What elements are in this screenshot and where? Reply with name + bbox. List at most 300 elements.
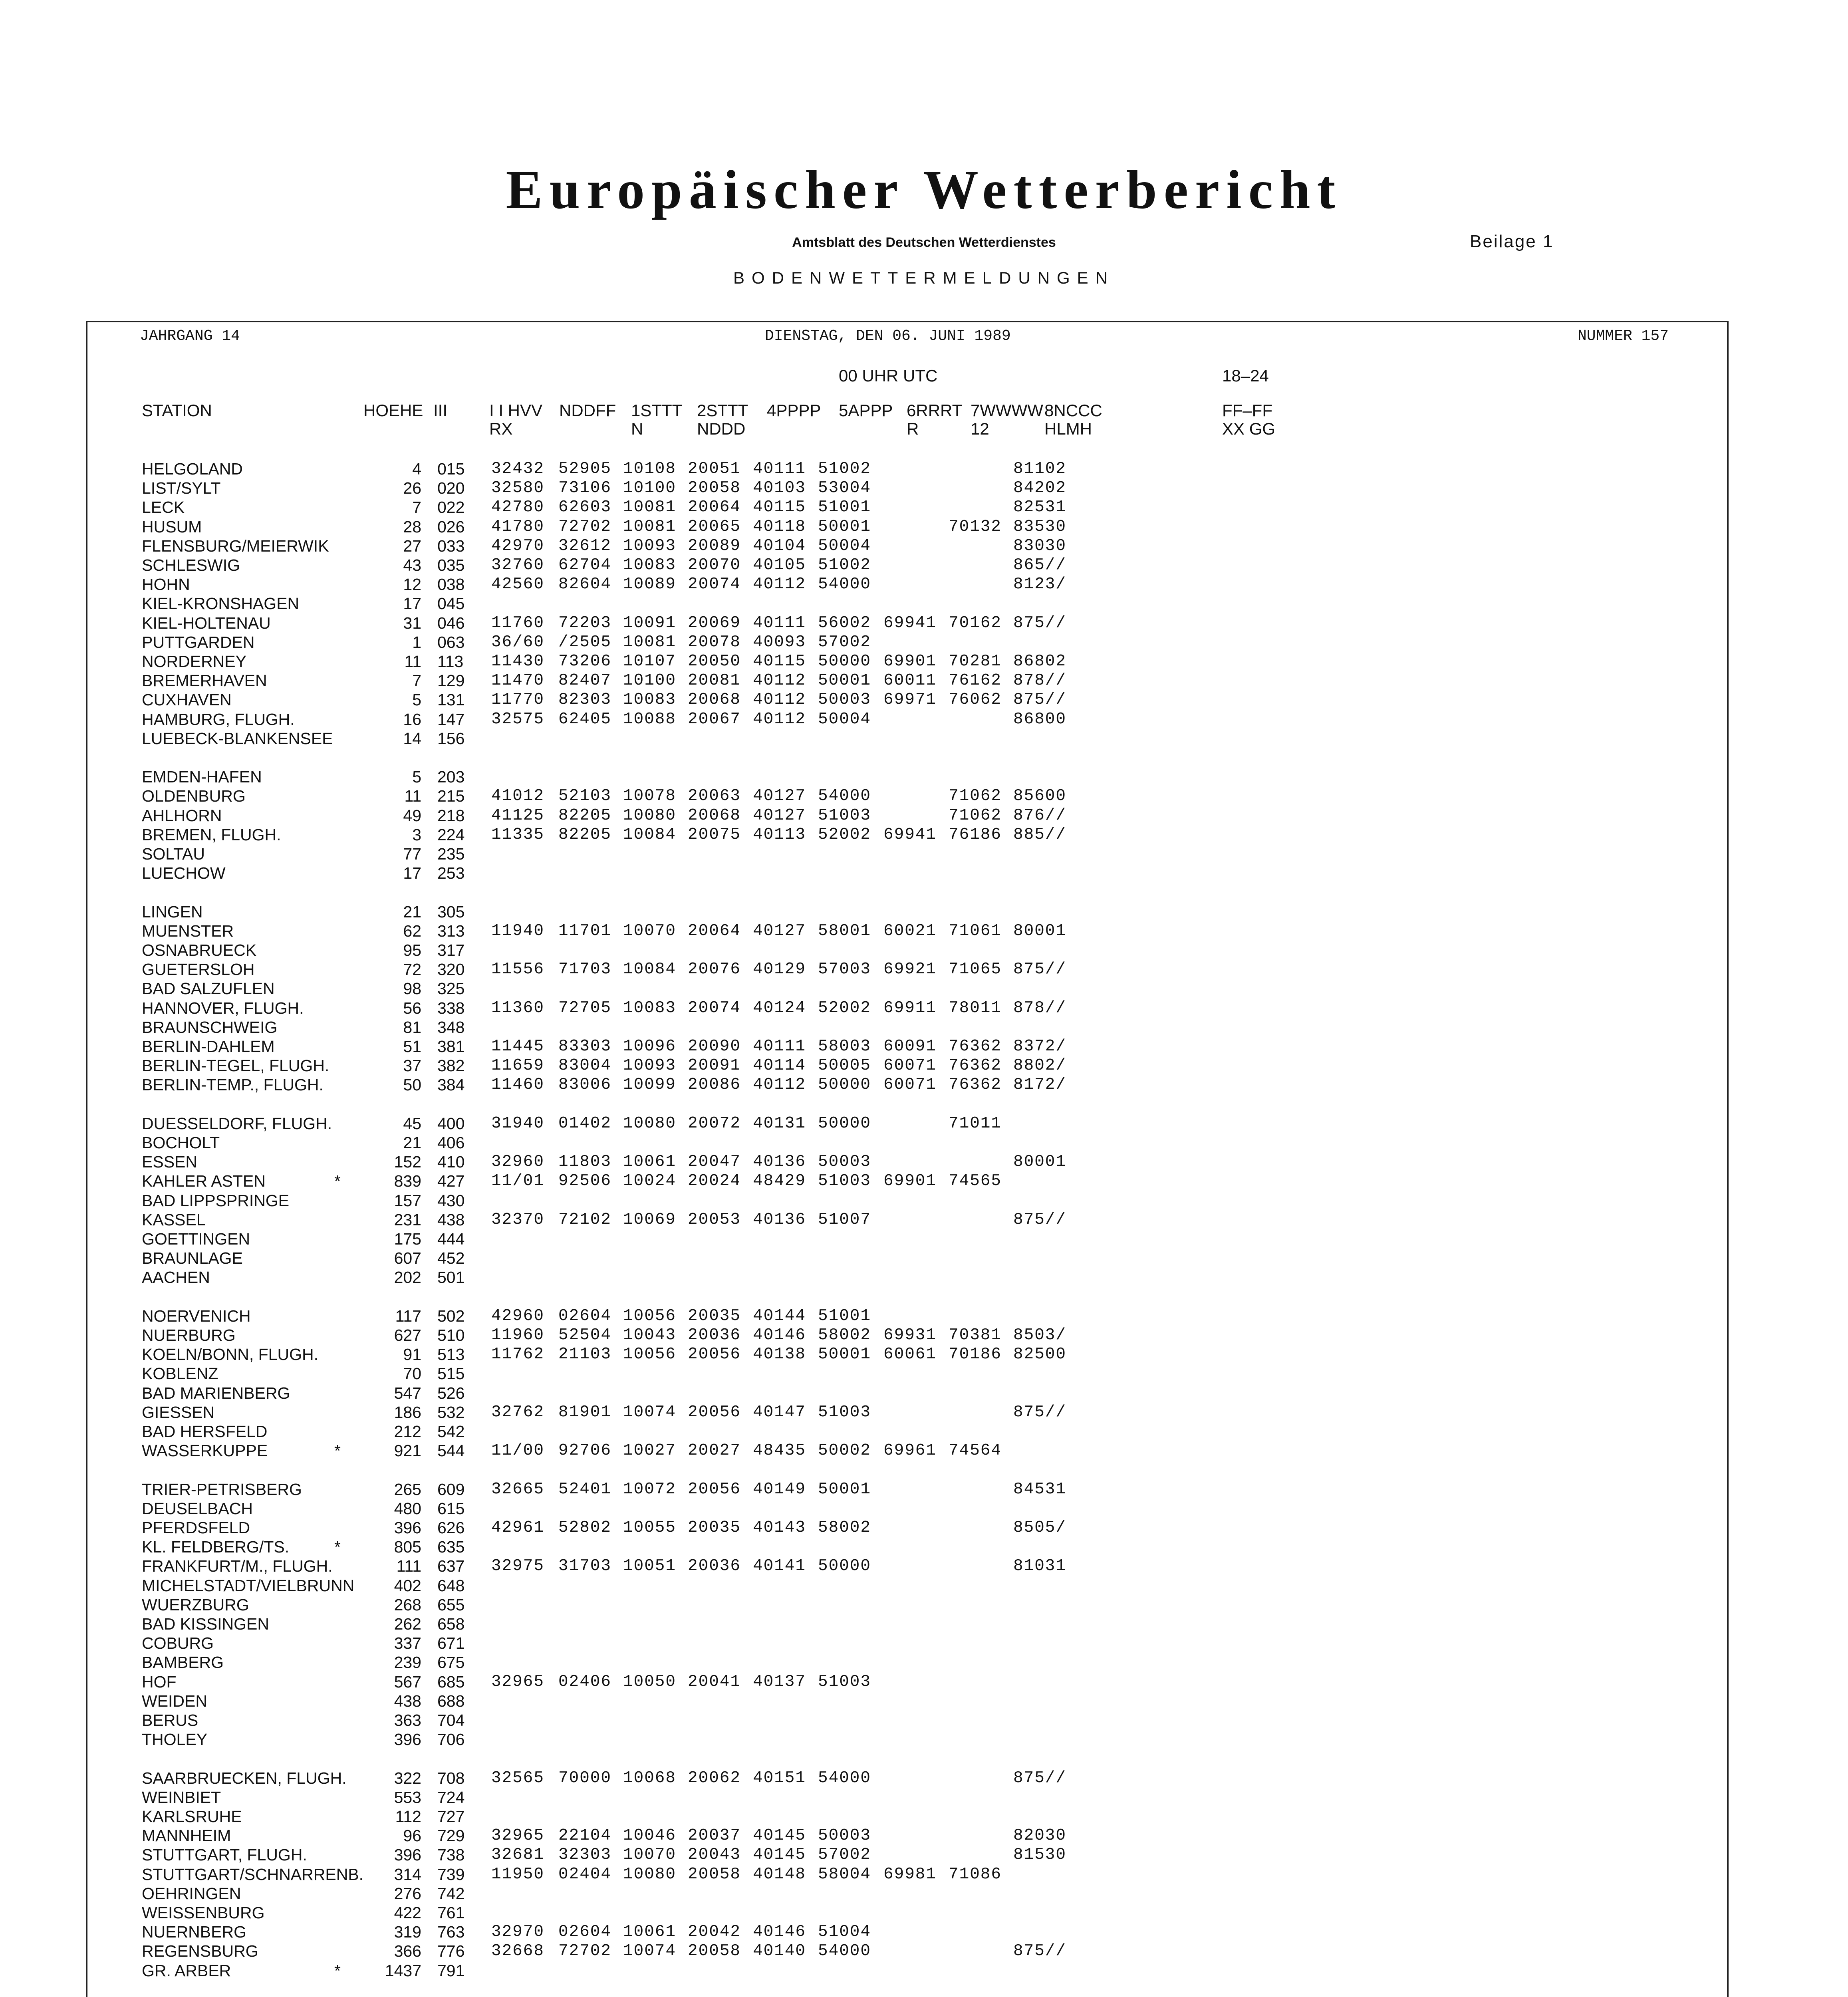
synop-group: 81102 [1013, 460, 1067, 478]
station-index: 320 [437, 960, 465, 979]
station-index: 317 [437, 941, 465, 959]
synop-group: 875// [1013, 614, 1067, 632]
synop-group: 60091 [883, 1037, 937, 1056]
station-height: 402 [394, 1576, 421, 1595]
station-name: BAD HERSFELD [142, 1422, 268, 1441]
station-height: 117 [395, 1307, 421, 1325]
synop-group: 40137 [753, 1673, 806, 1691]
station-name: MICHELSTADT/VIELBRUNN [142, 1576, 355, 1595]
synop-group: 69931 [883, 1326, 937, 1344]
station-height: 262 [394, 1615, 421, 1633]
synop-group: 31703 [558, 1557, 612, 1575]
synop-group: 865// [1013, 556, 1067, 574]
station-height: 51 [403, 1037, 421, 1056]
station-index: 253 [437, 864, 465, 882]
station-height: 7 [412, 498, 421, 516]
synop-group: 32575 [491, 710, 545, 729]
synop-group: 42961 [491, 1519, 545, 1537]
station-index: 706 [437, 1730, 465, 1749]
synop-group: 52905 [558, 460, 612, 478]
station-height: 37 [403, 1056, 421, 1075]
station-index: 235 [437, 845, 465, 863]
station-height: 152 [394, 1153, 421, 1171]
station-index: 381 [437, 1037, 465, 1056]
station-height: 111 [396, 1557, 421, 1575]
synop-group: 50003 [818, 691, 871, 709]
station-name: CUXHAVEN [142, 691, 232, 709]
station-height: 337 [394, 1634, 421, 1652]
synop-group: 10051 [623, 1557, 677, 1575]
synop-group: 42560 [491, 575, 545, 594]
synop-group: 50004 [818, 537, 871, 555]
synop-group: 20062 [688, 1769, 741, 1787]
station-height: 480 [394, 1499, 421, 1518]
synop-group: 20024 [688, 1172, 741, 1190]
station-index: 635 [437, 1538, 465, 1556]
synop-group: 10055 [623, 1519, 677, 1537]
station-index: 452 [437, 1249, 465, 1267]
station-name: STUTTGART/SCHNARRENB. [142, 1865, 364, 1884]
synop-group: 40143 [753, 1519, 806, 1537]
synop-group: 48429 [753, 1172, 806, 1190]
station-height: 17 [403, 594, 421, 613]
synop-group: 32681 [491, 1846, 545, 1864]
synop-group: 40093 [753, 633, 806, 651]
synop-group: 84202 [1013, 479, 1067, 497]
station-index: 113 [437, 652, 464, 671]
station-index: 738 [437, 1846, 465, 1864]
synop-group: 76362 [949, 1056, 1002, 1075]
synop-group: 20051 [688, 460, 741, 478]
synop-group: 32612 [558, 537, 612, 555]
synop-group: 11803 [558, 1153, 612, 1171]
station-height: 157 [394, 1191, 421, 1210]
synop-group: 52002 [818, 826, 871, 844]
synop-group: 32975 [491, 1557, 545, 1575]
synop-group: 42780 [491, 498, 545, 516]
synop-group: 10080 [623, 1865, 677, 1884]
synop-group: 85600 [1013, 787, 1067, 805]
station-name: HELGOLAND [142, 460, 243, 478]
synop-group: 10068 [623, 1769, 677, 1787]
synop-group: 52103 [558, 787, 612, 805]
synop-group: 81901 [558, 1403, 612, 1421]
synop-group: 42970 [491, 537, 545, 555]
synop-group: 02604 [558, 1307, 612, 1325]
synop-group: 69901 [883, 1172, 937, 1190]
synop-group: 20056 [688, 1480, 741, 1499]
synop-group: 20050 [688, 652, 741, 671]
station-height: 43 [403, 556, 421, 574]
synop-group: 69921 [883, 960, 937, 979]
synop-group: 56002 [818, 614, 871, 632]
synop-group: 11360 [491, 999, 545, 1017]
synop-group: 82205 [558, 806, 612, 825]
column-header-c2: NDDFF [559, 401, 616, 420]
station-name: SAARBRUECKEN, FLUGH. [142, 1769, 347, 1787]
station-index: 675 [437, 1653, 465, 1671]
uhrzeit: 00 UHR UTC [839, 366, 938, 385]
synop-group: 8802/ [1013, 1056, 1067, 1075]
station-index: 615 [437, 1499, 465, 1518]
station-index: 338 [437, 999, 465, 1017]
synop-group: 71086 [949, 1865, 1002, 1884]
synop-group: 52401 [558, 1480, 612, 1499]
synop-group: 51002 [818, 556, 871, 574]
synop-group: 51003 [818, 1673, 871, 1691]
station-name: BERLIN-TEMP., FLUGH. [142, 1076, 324, 1094]
station-name: BREMERHAVEN [142, 671, 267, 690]
synop-group: 40111 [753, 1037, 806, 1056]
synop-group: 40148 [753, 1865, 806, 1884]
synop-group: 82205 [558, 826, 612, 844]
synop-group: 10099 [623, 1076, 677, 1094]
column-header-c6: 5APPP [839, 401, 893, 420]
synop-group: 20056 [688, 1403, 741, 1421]
station-name: FRANKFURT/M., FLUGH. [142, 1557, 333, 1575]
synop-group: 81031 [1013, 1557, 1067, 1575]
station-name: OSNABRUECK [142, 941, 257, 959]
station-name: HOF [142, 1673, 177, 1691]
station-height: 56 [403, 999, 421, 1017]
synop-group: 52504 [558, 1326, 612, 1344]
synop-group: 20058 [688, 1942, 741, 1960]
synop-group: 10024 [623, 1172, 677, 1190]
station-name: PUTTGARDEN [142, 633, 255, 651]
synop-group: 10093 [623, 537, 677, 555]
station-name: COBURG [142, 1634, 214, 1652]
synop-group: 40136 [753, 1211, 806, 1229]
station-height: 627 [394, 1326, 421, 1344]
station-name: HANNOVER, FLUGH. [142, 999, 304, 1017]
station-height: 17 [403, 864, 421, 882]
synop-group: 62603 [558, 498, 612, 516]
synop-group: 10100 [623, 479, 677, 497]
station-index: 501 [437, 1268, 465, 1286]
station-name: NORDERNEY [142, 652, 246, 671]
synop-group: 20056 [688, 1345, 741, 1364]
station-name: GUETERSLOH [142, 960, 255, 979]
station-index: 729 [437, 1826, 465, 1845]
mountain-station-mark: * [334, 1961, 341, 1980]
synop-group: 50000 [818, 1076, 871, 1094]
synop-group: 10074 [623, 1942, 677, 1960]
station-index: 400 [437, 1114, 465, 1133]
station-index: 215 [437, 787, 465, 805]
synop-group: 11335 [491, 826, 545, 844]
station-height: 276 [394, 1884, 421, 1903]
synop-group: 20086 [688, 1076, 741, 1094]
station-index: 776 [437, 1942, 465, 1960]
station-index: 609 [437, 1480, 465, 1499]
station-name: WEINBIET [142, 1788, 221, 1806]
station-height: 202 [394, 1268, 421, 1286]
synop-group: 20036 [688, 1557, 741, 1575]
synop-group: 76186 [949, 826, 1002, 844]
synop-group: 51004 [818, 1923, 871, 1941]
synop-group: /2505 [558, 633, 612, 651]
synop-group: 20035 [688, 1307, 741, 1325]
station-name: SCHLESWIG [142, 556, 240, 574]
synop-group: 8123/ [1013, 575, 1067, 594]
synop-group: 875// [1013, 1942, 1067, 1960]
column-header-c5: 4PPPP [767, 401, 821, 420]
synop-group: 40147 [753, 1403, 806, 1421]
synop-group: 51003 [818, 806, 871, 825]
synop-group: 22104 [558, 1826, 612, 1845]
synop-group: 40151 [753, 1769, 806, 1787]
station-name: TRIER-PETRISBERG [142, 1480, 302, 1499]
station-height: 422 [394, 1904, 421, 1922]
report-frame [86, 321, 1729, 1997]
synop-group: 71703 [558, 960, 612, 979]
subtitle: Amtsblatt des Deutschen Wetterdienstes [792, 235, 1056, 250]
synop-group: 57002 [818, 1846, 871, 1864]
synop-group: 10083 [623, 999, 677, 1017]
station-name: OEHRINGEN [142, 1884, 241, 1903]
station-index: 129 [437, 671, 465, 690]
station-height: 363 [394, 1711, 421, 1729]
station-height: 567 [394, 1673, 421, 1691]
station-index: 763 [437, 1923, 465, 1941]
synop-group: 40112 [753, 671, 806, 690]
synop-group: 69911 [883, 999, 937, 1017]
synop-group: 40127 [753, 787, 806, 805]
synop-group: 60071 [883, 1056, 937, 1075]
synop-group: 80001 [1013, 1153, 1067, 1171]
synop-group: 52802 [558, 1519, 612, 1537]
synop-group: 10088 [623, 710, 677, 729]
station-name: NOERVENICH [142, 1307, 251, 1325]
station-index: 515 [437, 1364, 465, 1383]
synop-group: 48435 [753, 1441, 806, 1460]
synop-group: 20064 [688, 922, 741, 940]
page-title: Europäischer Wetterbericht [506, 159, 1342, 220]
synop-group: 02604 [558, 1923, 612, 1941]
synop-group: 40145 [753, 1846, 806, 1864]
station-index: 382 [437, 1056, 465, 1075]
synop-group: 878// [1013, 671, 1067, 690]
station-index: 063 [437, 633, 465, 651]
station-index: 203 [437, 768, 465, 786]
station-index: 410 [437, 1153, 465, 1171]
station-name: AACHEN [142, 1268, 210, 1286]
synop-group: 71062 [949, 787, 1002, 805]
synop-group: 40113 [753, 826, 806, 844]
station-name: DUESSELDORF, FLUGH. [142, 1114, 332, 1133]
station-height: 805 [394, 1538, 421, 1556]
station-name: KAHLER ASTEN [142, 1172, 266, 1190]
station-index: 724 [437, 1788, 465, 1806]
synop-group: 10100 [623, 671, 677, 690]
station-index: 510 [437, 1326, 465, 1344]
station-height: 50 [403, 1076, 421, 1094]
synop-group: 02404 [558, 1865, 612, 1884]
column-header-c1: I I HVV RX [489, 401, 543, 438]
synop-group: 8505/ [1013, 1519, 1067, 1537]
station-height: 11 [404, 652, 421, 671]
synop-group: 50005 [818, 1056, 871, 1075]
synop-group: 10050 [623, 1673, 677, 1691]
synop-group: 70381 [949, 1326, 1002, 1344]
synop-group: 50003 [818, 1826, 871, 1845]
synop-group: 40103 [753, 479, 806, 497]
synop-group: 875// [1013, 960, 1067, 979]
station-name: KIEL-HOLTENAU [142, 614, 271, 632]
station-name: KOELN/BONN, FLUGH. [142, 1345, 318, 1364]
synop-group: 62704 [558, 556, 612, 574]
synop-group: 10107 [623, 652, 677, 671]
station-height: 438 [394, 1692, 421, 1710]
column-header-station: STATION [142, 401, 212, 420]
synop-group: 32303 [558, 1846, 612, 1864]
mountain-station-mark: * [334, 1538, 341, 1556]
synop-group: 40115 [753, 652, 806, 671]
synop-group: 69971 [883, 691, 937, 709]
station-height: 175 [394, 1230, 421, 1248]
station-name: THOLEY [142, 1730, 208, 1749]
synop-group: 20091 [688, 1056, 741, 1075]
synop-group: 81530 [1013, 1846, 1067, 1864]
synop-group: 51002 [818, 460, 871, 478]
synop-group: 11659 [491, 1056, 545, 1075]
station-index: 708 [437, 1769, 465, 1787]
station-name: BAD LIPPSPRINGE [142, 1191, 290, 1210]
synop-group: 72203 [558, 614, 612, 632]
synop-group: 875// [1013, 1211, 1067, 1229]
synop-group: 11770 [491, 691, 545, 709]
station-name: WUERZBURG [142, 1596, 249, 1614]
station-name: GIESSEN [142, 1403, 215, 1421]
station-index: 688 [437, 1692, 465, 1710]
synop-group: 32665 [491, 1480, 545, 1499]
synop-group: 20072 [688, 1114, 741, 1133]
synop-group: 10046 [623, 1826, 677, 1845]
station-name: MUENSTER [142, 922, 234, 940]
synop-group: 83030 [1013, 537, 1067, 555]
synop-group: 10080 [623, 806, 677, 825]
station-height: 27 [403, 537, 421, 555]
column-header-iii: III [433, 401, 448, 420]
synop-group: 11445 [491, 1037, 545, 1056]
synop-group: 54000 [818, 787, 871, 805]
synop-group: 876// [1013, 806, 1067, 825]
station-index: 038 [437, 575, 465, 594]
synop-group: 10080 [623, 1114, 677, 1133]
synop-group: 11430 [491, 652, 545, 671]
synop-group: 10070 [623, 922, 677, 940]
synop-group: 20069 [688, 614, 741, 632]
synop-group: 40140 [753, 1942, 806, 1960]
synop-group: 32965 [491, 1826, 545, 1845]
synop-group: 40146 [753, 1326, 806, 1344]
column-header-c10: FF–FF XX GG [1222, 401, 1276, 438]
station-index: 438 [437, 1211, 465, 1229]
station-name: LIST/SYLT [142, 479, 221, 497]
station-name: WEIDEN [142, 1692, 207, 1710]
synop-group: 42960 [491, 1307, 545, 1325]
synop-group: 50000 [818, 1557, 871, 1575]
synop-group: 71062 [949, 806, 1002, 825]
station-height: 70 [403, 1364, 421, 1383]
station-index: 033 [437, 537, 465, 555]
synop-group: 57002 [818, 633, 871, 651]
mountain-station-mark: * [334, 1172, 341, 1190]
station-height: 231 [394, 1211, 421, 1229]
station-height: 547 [394, 1384, 421, 1402]
synop-group: 875// [1013, 1403, 1067, 1421]
synop-group: 40112 [753, 691, 806, 709]
synop-group: 82030 [1013, 1826, 1067, 1845]
station-name: DEUSELBACH [142, 1499, 253, 1518]
synop-group: 10081 [623, 633, 677, 651]
synop-group: 10081 [623, 498, 677, 516]
station-height: 11 [404, 787, 421, 805]
station-name: HUSUM [142, 518, 202, 536]
synop-group: 50001 [818, 671, 871, 690]
synop-group: 60061 [883, 1345, 937, 1364]
synop-group: 02406 [558, 1673, 612, 1691]
station-name: BOCHOLT [142, 1133, 220, 1152]
synop-group: 76362 [949, 1037, 1002, 1056]
station-name: HOHN [142, 575, 190, 594]
synop-group: 10089 [623, 575, 677, 594]
station-height: 607 [394, 1249, 421, 1267]
station-index: 791 [437, 1961, 465, 1980]
synop-group: 11556 [491, 960, 545, 979]
station-index: 761 [437, 1904, 465, 1922]
synop-group: 11/00 [491, 1441, 545, 1460]
synop-group: 40127 [753, 806, 806, 825]
synop-group: 72702 [558, 1942, 612, 1960]
station-name: BRAUNSCHWEIG [142, 1018, 278, 1036]
synop-group: 20068 [688, 806, 741, 825]
synop-group: 10091 [623, 614, 677, 632]
column-header-c3: 1STTT N [631, 401, 683, 438]
synop-group: 20036 [688, 1326, 741, 1344]
synop-group: 51001 [818, 1307, 871, 1325]
synop-group: 41125 [491, 806, 545, 825]
synop-group: 82407 [558, 671, 612, 690]
station-name: EMDEN-HAFEN [142, 768, 262, 786]
synop-group: 83303 [558, 1037, 612, 1056]
beilage-label: Beilage 1 [1470, 232, 1554, 251]
synop-group: 83004 [558, 1056, 612, 1075]
synop-group: 32965 [491, 1673, 545, 1691]
synop-group: 51001 [818, 498, 871, 516]
synop-group: 32432 [491, 460, 545, 478]
synop-group: 20074 [688, 575, 741, 594]
synop-group: 51007 [818, 1211, 871, 1229]
synop-group: 20075 [688, 826, 741, 844]
synop-group: 20027 [688, 1441, 741, 1460]
synop-group: 73106 [558, 479, 612, 497]
synop-group: 83530 [1013, 518, 1067, 536]
station-height: 96 [403, 1826, 421, 1845]
synop-group: 01402 [558, 1114, 612, 1133]
station-height: 322 [394, 1769, 421, 1787]
synop-group: 50004 [818, 710, 871, 729]
synop-group: 885// [1013, 826, 1067, 844]
synop-group: 40111 [753, 614, 806, 632]
synop-group: 11950 [491, 1865, 545, 1884]
synop-group: 40124 [753, 999, 806, 1017]
synop-group: 40112 [753, 1076, 806, 1094]
synop-group: 11/01 [491, 1172, 545, 1190]
synop-group: 40138 [753, 1345, 806, 1364]
synop-group: 10027 [623, 1441, 677, 1460]
synop-group: 11960 [491, 1326, 545, 1344]
